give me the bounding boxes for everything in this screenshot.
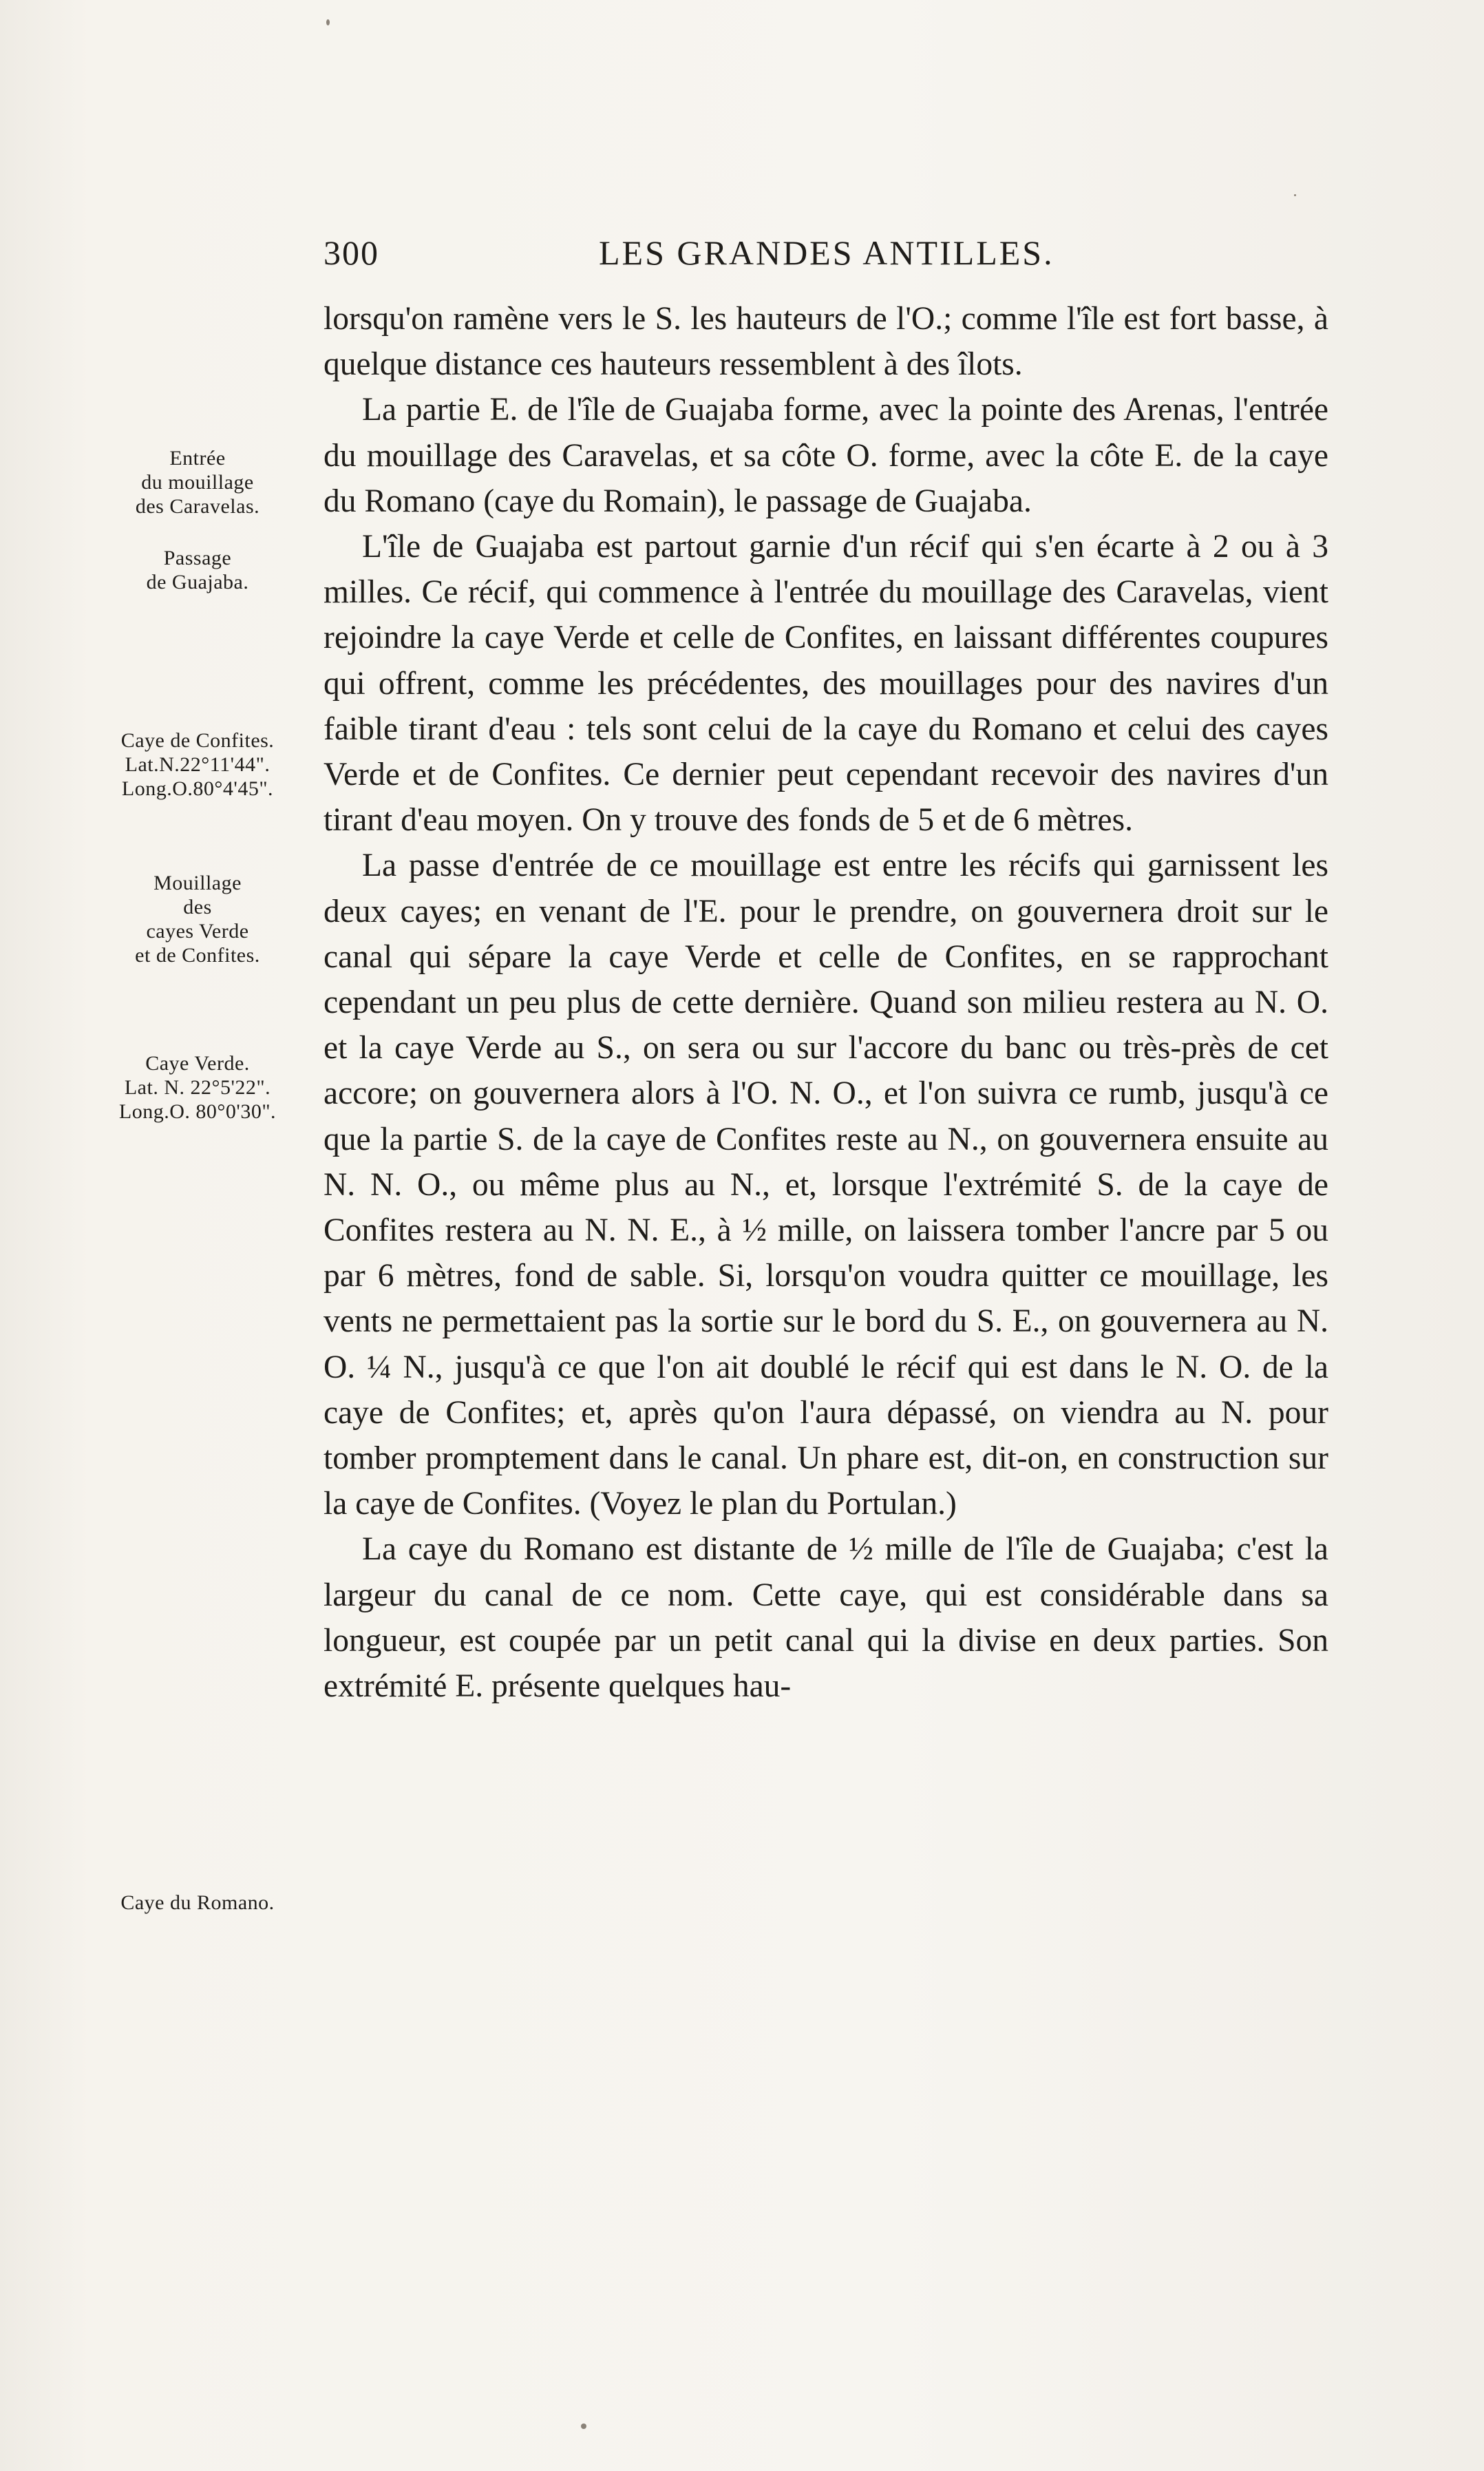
paper-speck (1294, 194, 1296, 196)
paper-speck (326, 19, 330, 25)
page-number: 300 (324, 233, 379, 272)
main-text (324, 296, 1328, 1709)
margin-note-caye-confites: Caye de Confites. Lat.N.22°11'44". Long.O.80°4'45". (120, 729, 275, 800)
margin-note-caye-romano: Caye du Romano. (120, 1891, 275, 1914)
margin-note-mouillage: Mouillage des cayes Verde et de Confites. (135, 872, 260, 967)
paragraph: La passe d'entrée de ce mouillage est entre les récifs qui garnissent les deux cayes; en venant de l'E. pour le prendre, on gouvernera droit sur le canal qui sépare la caye Verde et celle de Confites, en se rapprochant cependant un peu plus de cette dernière. Quand son milieu restera au N. O. et la caye Verde au S., on sera ou sur l'accore du banc ou très-près de cet accore; on gouvernera alors à l'O. N. O., et l'on suivra ce rumb, jusqu'à ce que la partie S. de la caye de Confites reste au N., on gouvernera ensuite au N. N. O., ou même plus au N., et, lorsque l'extrémité S. de la caye de Confites restera au N. N. E., à ½ mille, on laissera tomber l'ancre par 5 ou par 6 mètres, fond de sable. Si, lorsqu'on voudra quitter ce mouillage, les vents ne permettaient pas la sortie sur le bord du S. E., on gouvernera au N. O. ¼ N., jusqu'à ce que l'on ait doublé le récif qui est dans le N. O. de la caye de Confites; et, après qu'on l'aura dépassé, on viendra au N. pour tomber promptement dans le canal. Un phare est, dit-on, en construction sur la caye de Confites. (Voyez le plan du Portulan.) (324, 848, 1328, 1522)
running-title: LES GRANDES ANTILLES. (599, 233, 1054, 272)
margin-note-entree: Entrée du mouillage des Caravelas. (135, 447, 260, 518)
paragraph: lorsqu'on ramène vers le S. les hauteurs de l'O.; comme l'île est fort basse, à quelque distance ces hauteurs ressemblent à des îlots. (324, 301, 1328, 383)
paragraph: La partie E. de l'île de Guajaba forme, avec la pointe des Arenas, l'entrée du mouillage des Caravelas, et sa côte O. forme, avec la côte E. de la caye du Romano (caye du Romain), le passage de Guajaba. (324, 392, 1328, 519)
paragraph: L'île de Guajaba est partout garnie d'un récif qui s'en écarte à 2 ou à 3 milles. Ce récif, qui commence à l'entrée du mouillage des Caravelas, vient rejoindre la caye Verde et celle de Confites, en laissant différentes coupures qui offrent, comme les précédentes, des mouillages pour des navires d'un faible tirant d'eau : tels sont celui de la caye du Romano et celui des cayes Verde et de Confites. Ce dernier peut cependant recevoir des navires d'un tirant d'eau moyen. On y trouve des fonds de 5 et de 6 mètres. (324, 529, 1328, 839)
running-header (324, 233, 1328, 281)
paper-speck (581, 2423, 586, 2429)
margin-note-passage: Passage de Guajaba. (146, 547, 249, 593)
paragraph: La caye du Romano est distante de ½ mille de l'île de Guajaba; c'est la largeur du canal de ce nom. Cette caye, qui est considérable dans sa longueur, est coupée par un petit canal qui la divise en deux parties. Son extrémité E. présente quelques hau- (324, 1531, 1328, 1705)
margin-note-caye-verde: Caye Verde. Lat. N. 22°5'22". Long.O. 80°0'30". (118, 1052, 277, 1123)
